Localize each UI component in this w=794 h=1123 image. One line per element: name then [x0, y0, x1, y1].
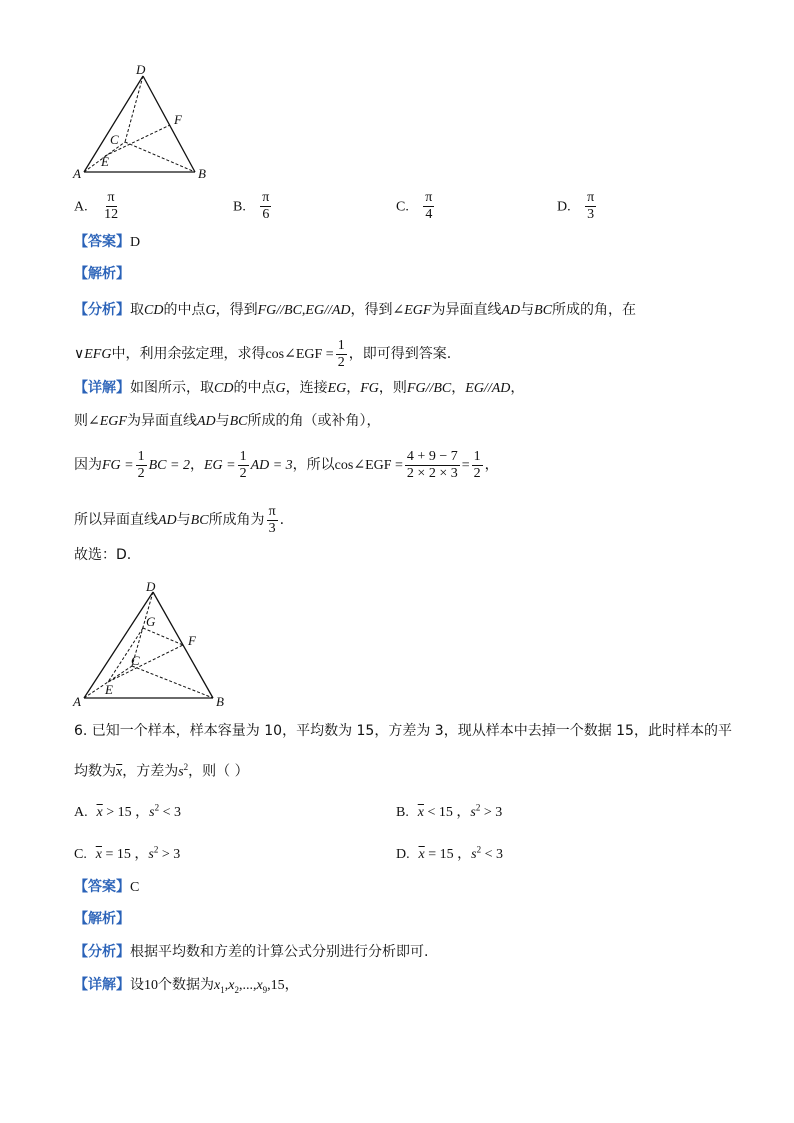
text-span: C [130, 880, 140, 895]
edge-cb [125, 142, 195, 172]
text-span: s [471, 847, 477, 862]
edge-gf [143, 628, 183, 645]
q6-detail [74, 975, 299, 1000]
q5-detail-line-2 [74, 411, 381, 432]
q6-option-c [74, 843, 180, 863]
text-span: > 3 [158, 847, 181, 862]
text-span: . [279, 512, 285, 528]
text-span: ,..., [238, 978, 257, 993]
label-e: E [101, 154, 109, 169]
text-span: 【解析】 [74, 911, 130, 927]
text-span: 如图所示，取 [130, 380, 214, 396]
tetrahedron-figure-2 [70, 576, 238, 710]
text-span: 1 [220, 984, 225, 995]
text-span: 【分析】 [74, 302, 130, 318]
text-span: x [256, 978, 263, 993]
text-span: π [107, 190, 115, 205]
text-span [136, 449, 147, 482]
text-span: D. [396, 847, 410, 862]
text-span: ，连接 [285, 380, 328, 396]
q6-answer [74, 877, 139, 898]
text-span [472, 449, 483, 482]
text-span: cos∠EGF = [265, 347, 334, 362]
text-span: C. [396, 199, 409, 215]
text-span: π [587, 190, 595, 205]
text-span: ， [346, 380, 361, 396]
text-span [260, 190, 271, 223]
text-span [423, 190, 434, 223]
text-span: 设 [130, 977, 144, 993]
text-span: 12 [104, 207, 119, 222]
text-span: ∠EGF [88, 414, 127, 429]
text-span: 与 [176, 512, 191, 528]
text-span: A. [74, 199, 88, 215]
text-span: $\overline{x}$ [95, 847, 102, 862]
text-span: 根据平均数和方差的计算公式分别进行分析即可. [130, 944, 429, 960]
label-c: C [110, 132, 119, 147]
text-span: 的中点 [163, 302, 206, 318]
text-span: AD [196, 414, 216, 429]
q6-stem-line-2 [74, 757, 249, 783]
edge-ef [108, 645, 183, 682]
text-span: 1 [239, 448, 247, 464]
text-span: 2 [234, 984, 239, 995]
q5-fenxi-line-1 [74, 300, 636, 321]
q5-analysis-heading [74, 264, 130, 284]
tetrahedron-figure-1 [70, 62, 220, 184]
text-span: 2 × 2 × 3 [406, 465, 458, 481]
text-span: D [130, 235, 141, 250]
text-span: 与 [215, 413, 230, 429]
text-span: $\overline{x}$ [418, 847, 425, 862]
text-span: AD [501, 303, 521, 318]
text-span: G [275, 381, 286, 396]
label-a: A [73, 694, 81, 709]
text-span: 2 [476, 844, 482, 855]
text-span: 均数为 [74, 763, 116, 780]
text-span: 为异面直线 [126, 413, 197, 429]
text-span: ， [484, 457, 499, 473]
label-e: E [105, 682, 113, 697]
edge-dc [125, 76, 143, 142]
text-span: > 3 [480, 805, 503, 820]
text-span: A. [74, 805, 88, 820]
text-span: s [149, 805, 155, 820]
text-span: 4 + 9 − 7 [406, 448, 458, 464]
text-span: s [148, 847, 154, 862]
text-span: 6 [262, 207, 270, 222]
q6-option-b [396, 801, 502, 821]
text-span: 取 [130, 302, 144, 318]
text-span: 与 [520, 302, 535, 318]
q6-fenxi [74, 942, 428, 962]
edge-cb [132, 666, 213, 698]
text-span: G [205, 303, 216, 318]
q5-detail-line-1 [74, 378, 524, 399]
edge-da [84, 592, 153, 698]
text-span: B. [396, 805, 409, 820]
text-span: 2 [473, 465, 481, 481]
label-f: F [174, 112, 182, 127]
text-span: 10 [144, 978, 158, 993]
text-span [267, 504, 278, 537]
text-span: FG//BC,EG//AD [257, 303, 351, 318]
text-span: 中，利用余弦定理，求得 [111, 346, 266, 362]
label-d: D [136, 62, 146, 77]
q5-detail-line-3 [74, 446, 499, 485]
text-span [102, 190, 120, 223]
text-span: x [214, 978, 221, 993]
text-span: ，方差为 [122, 763, 179, 780]
text-span: 【解析】 [74, 266, 130, 282]
text-span [585, 190, 596, 223]
text-span: ，即可得到答案. [348, 346, 452, 362]
text-span: ∠EGF [392, 303, 432, 318]
text-span: ,15， [267, 978, 299, 993]
text-span: 【分析】 [74, 944, 130, 960]
q5-option-a [74, 190, 122, 223]
text-span: $\overline{x}$ [116, 764, 123, 780]
q6-analysis-heading [74, 909, 130, 929]
text-span: = [461, 458, 470, 473]
text-span: 2 [137, 465, 145, 481]
text-span: 【答案】 [74, 879, 130, 895]
text-span: 的中点 [233, 380, 276, 396]
label-b: B [216, 694, 224, 709]
edge-db [143, 76, 195, 172]
text-span: 6. 已知一个样本，样本容量为 10，平均数为 15，方差为 3，现从样本中去掉一个数据 15，此时样本的平 [74, 723, 732, 739]
text-span: < 15 ， [423, 805, 471, 820]
text-span: 2 [239, 465, 247, 481]
text-span: D. [557, 199, 571, 215]
text-span: 9 [262, 984, 268, 995]
q5-option-d [557, 190, 598, 223]
text-span: 【详解】 [74, 977, 130, 993]
label-d: D [146, 579, 156, 594]
text-span: ，得到 [215, 302, 258, 318]
text-span: FG//BC [406, 381, 452, 396]
text-span: 3 [268, 520, 276, 536]
label-g: G [146, 614, 156, 629]
label-c: C [131, 653, 140, 668]
text-span: 2 [153, 844, 159, 855]
text-span: BC [229, 414, 248, 429]
text-span: > 15 ， [102, 805, 150, 820]
q5-fenxi-line-2 [74, 336, 451, 373]
text-span: < 3 [481, 847, 504, 862]
q5-option-c [396, 190, 436, 223]
text-span: , [224, 978, 229, 993]
text-span: AD [158, 513, 177, 528]
text-span: ，则 [378, 380, 407, 396]
text-span: B. [233, 199, 246, 215]
text-span: 所以异面直线 [74, 512, 158, 528]
text-span: EG//AD [465, 381, 511, 396]
text-span: s [470, 805, 476, 820]
text-span: C. [74, 847, 87, 862]
text-span: EG = [203, 458, 236, 473]
text-span: 为异面直线 [431, 302, 502, 318]
text-span: s [178, 764, 184, 780]
text-span: ，所以 [292, 457, 335, 473]
label-b: B [198, 166, 206, 181]
text-span: 2 [183, 762, 189, 772]
text-span: 3 [587, 207, 595, 222]
text-span: 因为 [74, 457, 102, 473]
text-span: π [425, 190, 433, 205]
text-span: 2 [337, 354, 345, 370]
text-span: FG [360, 381, 379, 396]
text-span: 所成的角，在 [552, 302, 637, 318]
q6-stem-line-1 [74, 721, 732, 741]
text-span: ∨EFG [74, 347, 112, 362]
text-span: 个数据为 [158, 977, 214, 993]
text-span: 1 [337, 337, 345, 353]
q5-option-b [233, 190, 273, 223]
text-span: 所成角为 [208, 512, 265, 528]
text-span: < 3 [159, 805, 182, 820]
q6-option-d [396, 843, 503, 863]
text-span: $\overline{x}$ [417, 805, 424, 820]
text-span: BC [534, 303, 553, 318]
text-span: EG [327, 381, 347, 396]
text-span: CD [214, 381, 234, 396]
edge-da [84, 76, 143, 172]
q5-choose [74, 545, 131, 565]
text-span: 2 [154, 802, 160, 813]
text-span: = 15 ， [101, 847, 149, 862]
text-span: ，得到 [350, 302, 393, 318]
label-a: A [73, 166, 81, 181]
text-span: FG = [102, 458, 134, 473]
q6-option-a [74, 801, 181, 821]
text-span: 【答案】 [74, 234, 130, 250]
label-f: F [188, 633, 196, 648]
text-span [405, 449, 460, 482]
text-span: AD = 3 [250, 458, 293, 473]
text-span [238, 449, 249, 482]
text-span: 故选：D. [74, 547, 132, 563]
text-span: π [262, 190, 270, 205]
text-span: $\overline{x}$ [96, 805, 103, 820]
text-span: 2 [475, 802, 481, 813]
text-span: 1 [137, 448, 145, 464]
text-span: x [228, 978, 235, 993]
q5-answer [74, 232, 140, 253]
text-span: ， [510, 380, 525, 396]
text-span: 1 [473, 448, 481, 464]
text-span: CD [144, 303, 164, 318]
text-span: = 15 ， [424, 847, 472, 862]
text-span: BC = 2 [148, 458, 190, 473]
text-span: ，则（ ） [188, 763, 249, 780]
text-span: 所成的角（或补角）， [247, 413, 381, 429]
text-span: 4 [425, 207, 433, 222]
text-span: ， [451, 380, 466, 396]
text-span: π [268, 503, 276, 519]
text-span [336, 338, 347, 371]
text-span: BC [190, 513, 209, 528]
text-span: 则 [74, 413, 88, 429]
q5-detail-line-4 [74, 502, 284, 539]
text-span: 【详解】 [74, 380, 130, 396]
text-span: cos∠EGF = [334, 458, 403, 473]
text-span: ， [189, 457, 204, 473]
